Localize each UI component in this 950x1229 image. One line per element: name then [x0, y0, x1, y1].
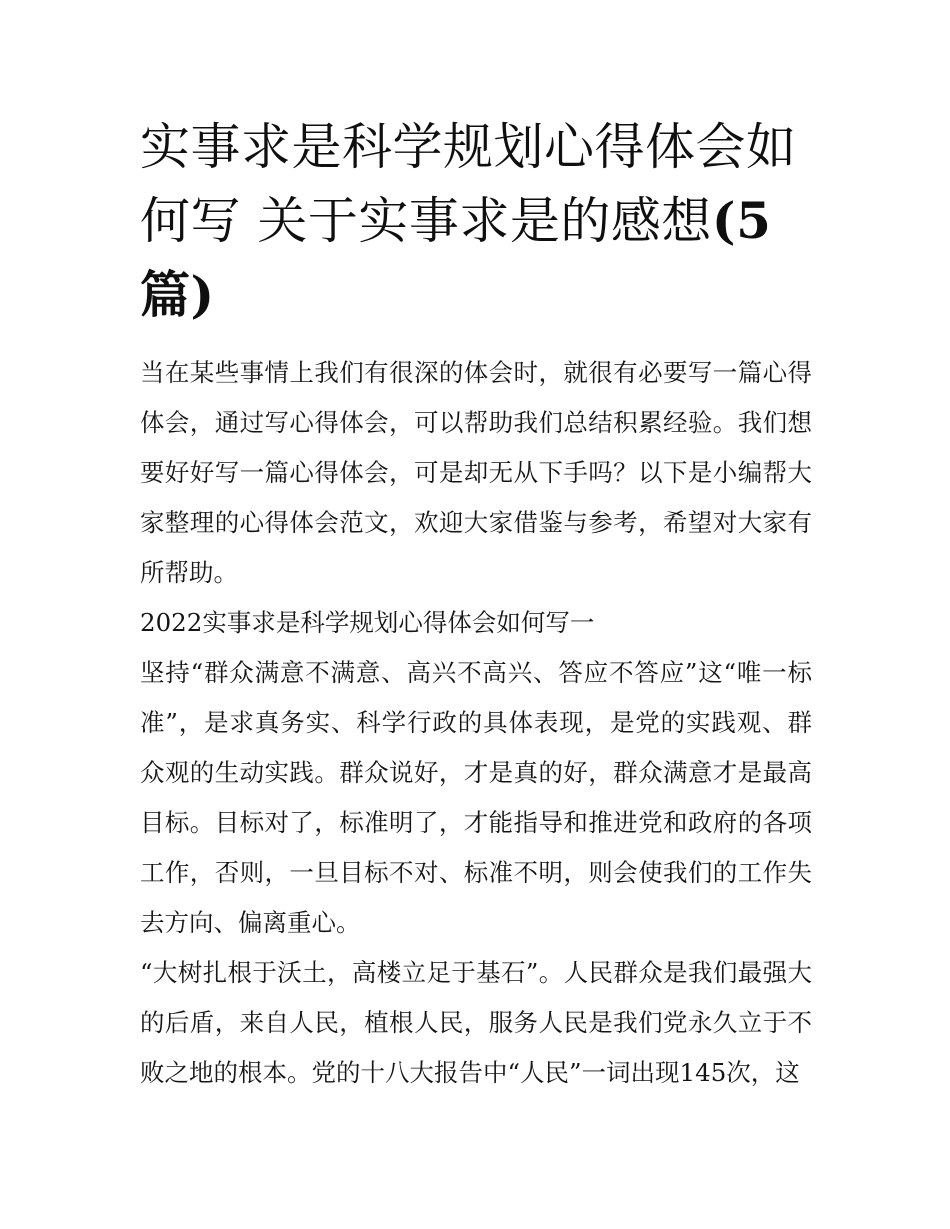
title-main: 实事求是科学规划心得体会如何写 关于实事求是的感想	[140, 118, 797, 250]
body-paragraph-2: “大树扎根于沃土，高楼立足于基石”。人民群众是我们最强大的后盾，来自人民，植根人民，服务人民是我们党永久立于不败之地的根本。党的十八大报告中“人民”一词出现145次，这	[140, 958, 812, 1087]
body-paragraph-1: 坚持“群众满意不满意、高兴不高兴、答应不答应”这“唯一标准”，是求真务实、科学行政的具体表现，是党的实践观、群众观的生动实践。群众说好，才是真的好，群众满意才是最高目标。目标对了，标准明了，才能指导和推进党和政府的各项工作，否则，一旦目标不对、标准不明，则会使我们的工作失去方向、偏离重心。	[140, 658, 812, 937]
intro-paragraph: 当在某些事情上我们有很深的体会时，就很有必要写一篇心得体会，通过写心得体会，可以帮助我们总结积累经验。我们想要好好写一篇心得体会，可是却无从下手吗？以下是小编帮大家整理的心得体会范文，欢迎大家借鉴与参考，希望对大家有所帮助。	[140, 358, 812, 587]
document-page	[140, 110, 812, 1098]
document-title	[140, 110, 812, 332]
title-tail: (5篇)	[140, 191, 772, 324]
section-heading: 2022实事求是科学规划心得体会如何写一	[140, 608, 595, 637]
